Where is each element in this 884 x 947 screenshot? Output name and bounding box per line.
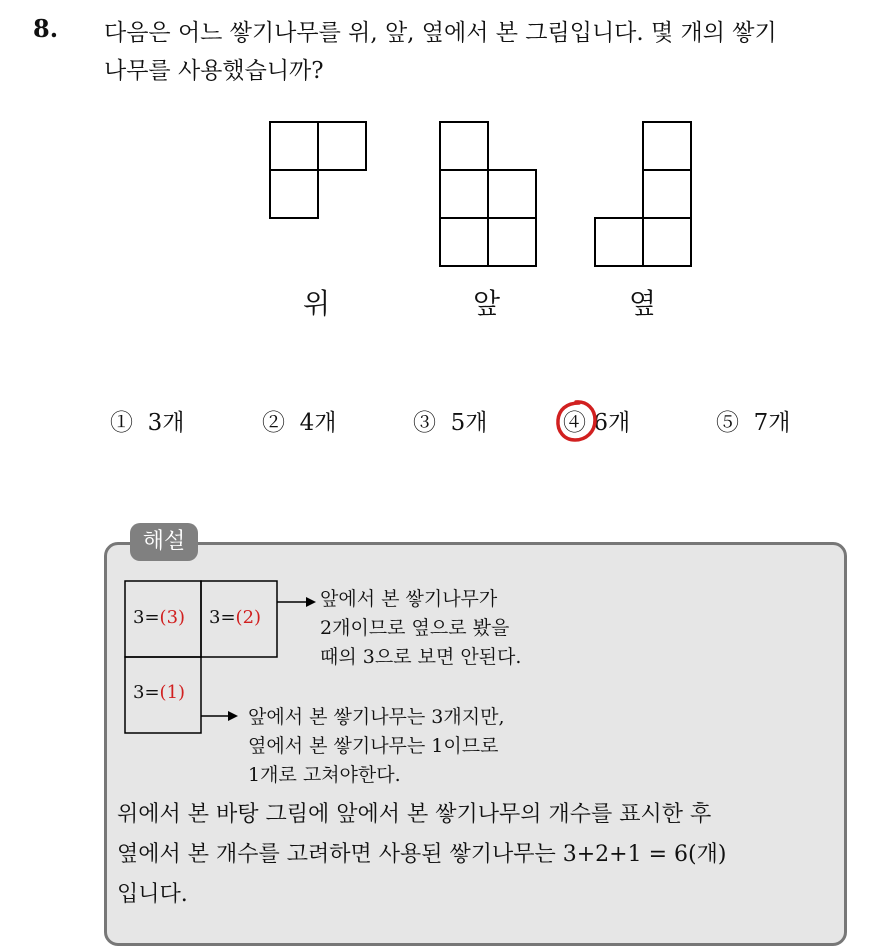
top-view-label: 위 <box>303 287 331 320</box>
note-2: 앞에서 본 쌓기나무는 3개지만, 옆에서 본 쌓기나무는 1이므로 1개로 고쳐야한다. <box>248 706 505 786</box>
cell-1-value: (3) <box>159 607 186 628</box>
question-number: 8. <box>33 14 59 43</box>
choice-1-marker: ① <box>110 410 133 436</box>
question-text-line2: 나무를 사용했습니까? <box>104 58 324 84</box>
question-text-line1: 다음은 어느 쌓기나무를 위, 앞, 옆에서 본 그림입니다. 몇 개의 쌓기 <box>104 20 777 46</box>
cell-3-label: 3=(1) <box>133 682 186 703</box>
choice-1-text: 3개 <box>147 410 185 436</box>
choice-2-marker: ② <box>262 410 285 436</box>
arrow-2 <box>201 711 238 721</box>
cell-2-label: 3=(2) <box>209 607 262 628</box>
choice-2-text: 4개 <box>299 410 337 436</box>
cell-2-value: (2) <box>235 607 262 628</box>
choice-3-text: 5개 <box>450 410 488 436</box>
choice-3-marker: ③ <box>413 410 436 436</box>
choice-5-marker: ⑤ <box>716 410 739 436</box>
choice-5-text: 7개 <box>753 410 791 436</box>
arrow-1 <box>277 597 316 607</box>
solution-text: 위에서 본 바탕 그림에 앞에서 본 쌓기나무의 개수를 표시한 후 옆에서 본 개수를 고려하면 사용된 쌓기나무는 3+2+1 = 6(개) 입니다. <box>117 802 727 907</box>
choice-4-text: 6개 <box>593 410 631 436</box>
cell-3-value: (1) <box>159 682 186 703</box>
cell-1-label: 3=(3) <box>133 607 186 628</box>
front-view-label: 앞 <box>473 287 501 320</box>
choice-4-marker: ④ <box>563 410 586 436</box>
note-1: 앞에서 본 쌓기나무가 2개이므로 옆으로 봤을 때의 3으로 보면 안된다. <box>320 588 522 668</box>
explanation-tag: 해설 <box>130 523 198 561</box>
side-view-label: 옆 <box>629 287 657 320</box>
